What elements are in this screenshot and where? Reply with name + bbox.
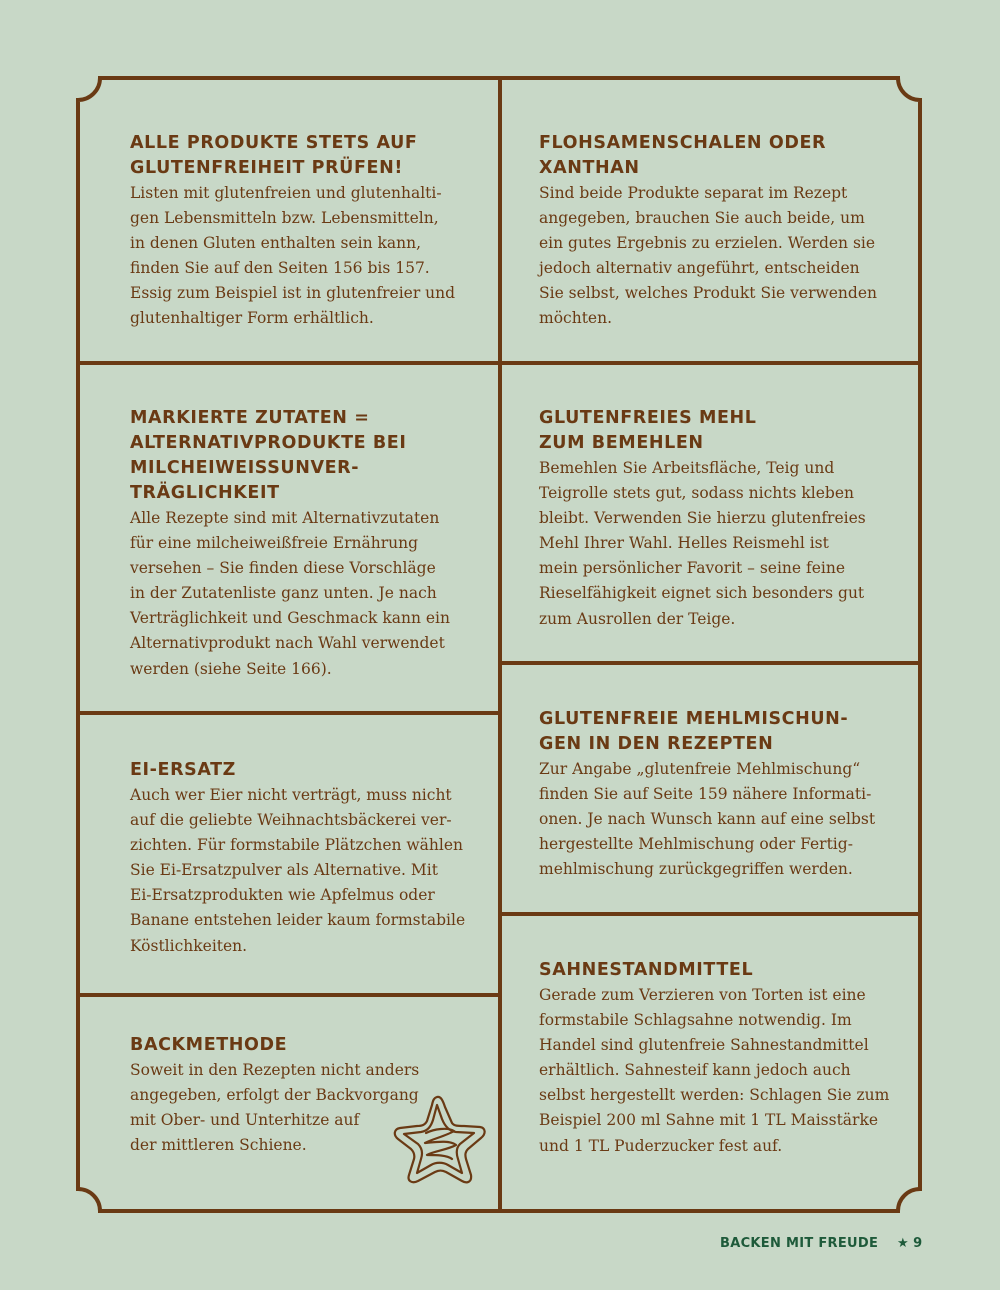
section-glutenfreies-mehl [539, 406, 909, 632]
section-title: FLOHSAMENSCHALEN ODER XANTHAN [539, 133, 827, 178]
section-title: ALLE PRODUKTE STETS AUF GLUTENFREIHEIT PRÜFEN! [130, 133, 418, 178]
section-title: GLUTENFREIES MEHL ZUM BEMEHLEN [539, 408, 757, 453]
section-title: EI-ERSATZ [130, 760, 236, 780]
section-body: Listen mit glutenfreien und glutenhalti- gen Lebensmitteln bzw. Lebensmitteln, in denen Gluten enthalten sein kann, finden Sie auf den Seiten 156 bis 157. Essig zum Beispiel ist in glutenfreier und glutenhaltiger Form erhältlich. [130, 184, 456, 328]
section-ei-ersatz [130, 758, 490, 959]
footer-book-title: BACKEN MIT FREUDE [720, 1236, 879, 1251]
star-cookie-icon [392, 1093, 488, 1187]
section-body: Bemehlen Sie Arbeitsfläche, Teig und Teigrolle stets gut, sodass nichts kleben bleibt. Verwenden Sie hierzu glutenfreies Mehl Ihrer Wahl. Helles Reismehl ist mein persönlicher Favorit – seine feine Rieselfähigkeit eignet sich besonders gut zum Ausrollen der Teige. [539, 459, 866, 628]
section-glutenfreiheit [130, 131, 490, 332]
section-markierte-zutaten [130, 406, 490, 682]
section-mehlmischungen [539, 707, 909, 882]
section-flohsamenschalen [539, 131, 909, 332]
section-body: Auch wer Eier nicht verträgt, muss nicht auf die geliebte Weihnachtsbäckerei ver- zichten. Für formstabile Plätzchen wählen Sie Ei-Ersatzpulver als Alternative. Mit Ei-Ersatzprodukten wie Apfelmus oder Banane entstehen leider kaum formstabile Köstlichkeiten. [130, 786, 466, 955]
section-body: Zur Angabe „glutenfreie Mehlmischung“ finden Sie auf Seite 159 nähere Informati- onen. Je nach Wunsch kann auf eine selbst hergestellte Mehlmischung oder Fertig- mehlmischung zurückgegriffen werden. [539, 760, 876, 879]
section-title: SAHNESTANDMITTEL [539, 960, 754, 980]
section-title: MARKIERTE ZUTATEN = ALTERNATIVPRODUKTE BEI MILCHEIWEISSUNVER- TRÄGLICHKEIT [130, 408, 407, 503]
section-body: Soweit in den Rezepten nicht anders angegeben, erfolgt der Backvorgang mit Ober- und Unterhitze auf der mittleren Schiene. [130, 1061, 420, 1155]
footer-page-number: ★ 9 [897, 1236, 923, 1251]
section-sahnestandmittel [539, 958, 909, 1159]
section-body: Sind beide Produkte separat im Rezept angegeben, brauchen Sie auch beide, um ein gutes Ergebnis zu erzielen. Werden sie jedoch alternativ angeführt, entscheiden Sie selbst, welches Produkt Sie verwenden möchten. [539, 184, 877, 328]
section-body: Gerade zum Verzieren von Torten ist eine formstabile Schlagsahne notwendig. Im Handel sind glutenfreie Sahnestandmittel erhältlich. Sahnesteif kann jedoch auch selbst hergestellt werden: Schlagen Sie zum Beispiel 200 ml Sahne mit 1 TL Maisstärke und 1 TL Puderzucker fest auf. [539, 986, 890, 1155]
section-body: Alle Rezepte sind mit Alternativzutaten für eine milcheiweißfreie Ernährung versehen – Sie finden diese Vorschläge in der Zutatenliste ganz unten. Je nach Verträglichkeit und Geschmack kann ein Alternativprodukt nach Wahl verwendet werden (siehe Seite 166). [130, 509, 450, 678]
section-title: BACKMETHODE [130, 1035, 288, 1055]
section-title: GLUTENFREIE MEHLMISCHUN- GEN IN DEN REZEPTEN [539, 709, 849, 754]
